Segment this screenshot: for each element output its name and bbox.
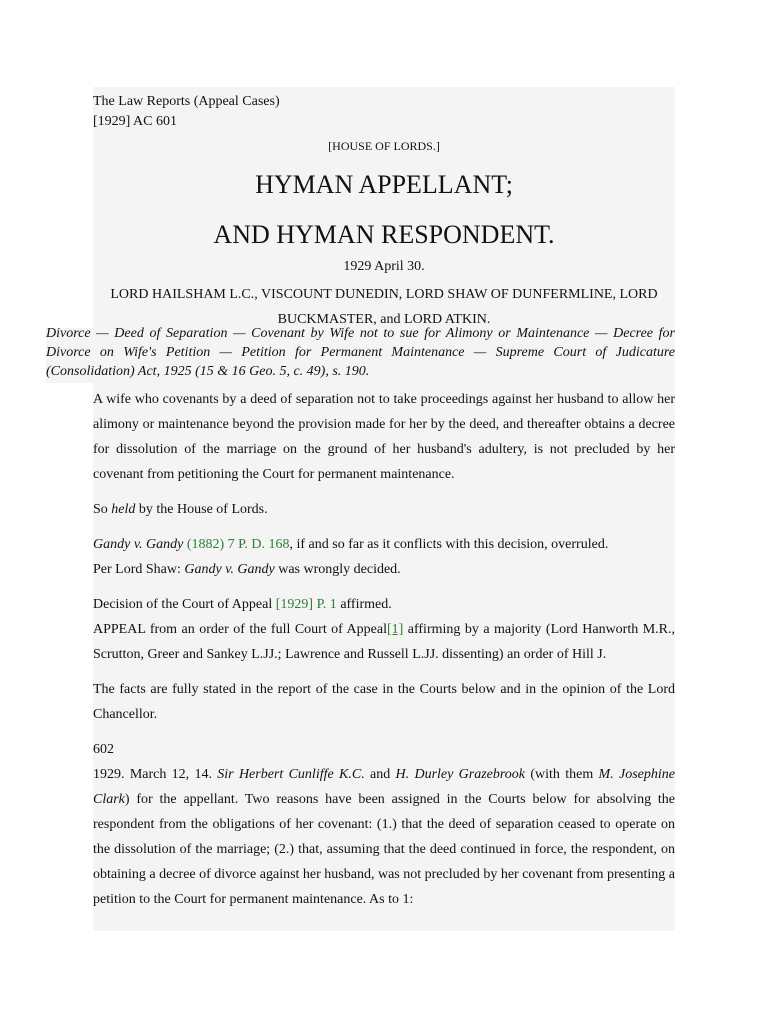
case-title-appellant: HYMAN APPELLANT; [255, 170, 513, 199]
held-post: by the House of Lords. [135, 502, 268, 517]
appeal-post: affirming by a majority (Lord Hanworth M.R., Scrutton, Greer and Sankey L.JJ.; Lawrence and Russell L.JJ. dissenting) an order of Hill J. [93, 622, 675, 662]
appeal-pre: APPEAL from an order of the full Court of Appeal [93, 622, 387, 637]
counsel-grazebrook: H. Durley Grazebrook [395, 767, 526, 782]
court-name: [HOUSE OF LORDS.] [328, 139, 440, 153]
counsel-clark: M. Josephine Clark [93, 767, 675, 807]
case-title-respondent: AND HYMAN RESPONDENT. [213, 220, 555, 249]
decision-pre: Decision of the Court of Appeal [93, 597, 276, 612]
per-shaw-post: was wrongly decided. [274, 562, 401, 577]
overruled-line [93, 532, 675, 557]
judges-list: LORD HAILSHAM L.C., VISCOUNT DUNEDIN, LORD SHAW OF DUNFERMLINE, LORD BUCKMASTER, and LORD ATKIN. [110, 287, 658, 327]
report-series: The Law Reports (Appeal Cases) [93, 94, 280, 109]
document-body [46, 92, 675, 912]
report-citation: [1929] AC 601 [93, 114, 177, 129]
argument-text: ) for the appellant. Two reasons have been assigned in the Courts below for absolving the respondent from the obligations of her covenant: (1.) that the deed of separation ceased to operate on the dissolution of the marriage; (2.) that, assuming that the deed continued in force, the respondent, on obtaining a decree of divorce against her husband, was not precluded by her covenant from presenting a petition to the Court for permanent maintenance. As to 1: [93, 792, 675, 907]
argument-and: and [364, 767, 396, 782]
decision-line [93, 592, 675, 617]
page-number: 602 [93, 742, 114, 757]
judgment-date: 1929 April 30. [343, 259, 425, 274]
held-line [93, 497, 675, 522]
held-word: held [111, 502, 136, 517]
footnote-link[interactable]: [1] [386, 622, 404, 637]
counsel-cunliffe: Sir Herbert Cunliffe K.C. [217, 767, 365, 782]
argument-date: 1929. March 12, 14. [93, 767, 218, 782]
argument-paragraph [93, 762, 675, 912]
headnote: A wife who covenants by a deed of separation not to take proceedings against her husband to allow her alimony or maintenance beyond the provision made for her by the deed, and thereafter obtains a decree for dissolution of the marriage on the ground of her husband's adultery, is not precluded by her covenant from petitioning the Court for permanent maintenance. [93, 392, 675, 482]
overruled-citation-link[interactable]: (1882) 7 P. D. 168 [186, 537, 290, 552]
held-pre: So [93, 502, 112, 517]
per-shaw-pre: Per Lord Shaw: [93, 562, 185, 577]
appeal-paragraph [93, 617, 675, 667]
decision-post: affirmed. [336, 597, 392, 612]
facts-paragraph: The facts are fully stated in the report of the case in the Courts below and in the opinion of the Lord Chancellor. [93, 682, 675, 722]
decision-citation-link[interactable]: [1929] P. 1 [275, 597, 337, 612]
per-shaw-case-name: Gandy v. Gandy [184, 562, 275, 577]
overruled-case-name: Gandy v. Gandy [93, 537, 184, 552]
overruled-rest: , if and so far as it conflicts with this decision, overruled. [289, 537, 609, 552]
catchwords: Divorce — Deed of Separation — Covenant by Wife not to sue for Alimony or Maintenance — Decree for Divorce on Wife's Petition — Petition for Permanent Maintenance — Supreme Court of Judicature (Consolidation) Act, 1925 (15 & 16 Geo. 5, c. 49), s. 190. [46, 326, 675, 379]
argument-with: (with them [525, 767, 599, 782]
per-lord-shaw-line [93, 557, 675, 582]
